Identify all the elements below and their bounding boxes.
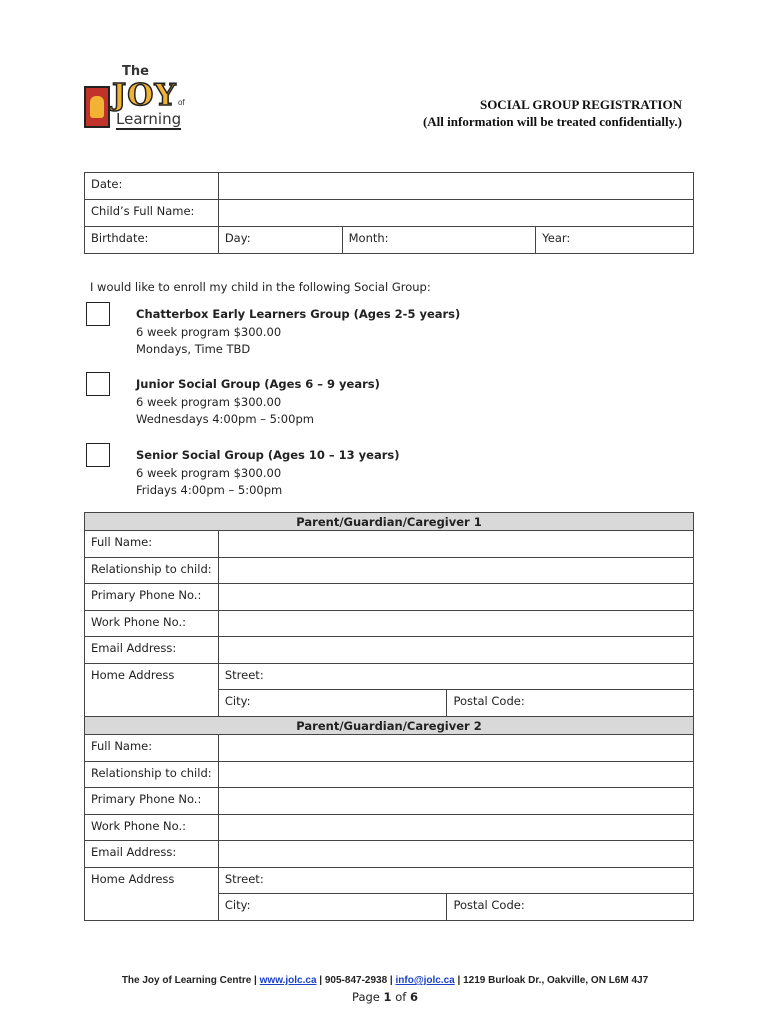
senior-checkbox[interactable]: [86, 443, 110, 467]
guardian2-postal-label: Postal Code:: [453, 898, 525, 912]
guardian1-city-field[interactable]: [218, 690, 447, 717]
hand-icon: [84, 86, 110, 128]
guardian1-street-label: Street:: [224, 668, 264, 682]
guardian2-full-name-field[interactable]: [218, 735, 693, 762]
junior-checkbox[interactable]: [86, 372, 110, 396]
footer-address: | 1219 Burloak Dr., Oakville, ON L6M 4J7: [454, 975, 649, 986]
chatterbox-checkbox[interactable]: [86, 302, 110, 326]
guardian1-postal-field[interactable]: [447, 690, 694, 717]
guardian2-relationship-field[interactable]: [218, 762, 693, 788]
footer-org: The Joy of Learning Centre |: [121, 975, 260, 986]
guardian2-street-field[interactable]: [218, 868, 693, 894]
child-info-table: [84, 172, 694, 254]
birth-month-label: Month:: [348, 231, 389, 245]
guardian2-street-label: Street:: [224, 872, 264, 886]
birth-year-label: Year:: [542, 231, 571, 245]
page-prefix: Page: [352, 990, 384, 1004]
option-schedule: Mondays, Time TBD: [136, 342, 251, 356]
birth-year-field[interactable]: [536, 227, 694, 254]
guardian2-email-label: Email Address:: [85, 841, 219, 868]
guardian1-street-field[interactable]: [218, 664, 693, 690]
guardian2-home-address-label: Home Address: [85, 868, 219, 921]
footer-contact: [0, 975, 770, 986]
date-label: Date:: [85, 173, 219, 200]
page-total: 6: [409, 990, 418, 1004]
guardian1-email-label: Email Address:: [85, 637, 219, 664]
footer-website-link[interactable]: www.jolc.ca: [259, 975, 317, 986]
guardian1-full-name-label: Full Name:: [85, 531, 219, 558]
guardian1-relationship-label: Relationship to child:: [85, 558, 219, 584]
guardian2-work-phone-field[interactable]: [218, 815, 693, 841]
logo-text-of: of: [178, 98, 185, 107]
guardian1-primary-phone-field[interactable]: [218, 584, 693, 611]
birth-month-field[interactable]: [342, 227, 536, 254]
option-name: Chatterbox Early Learners Group (Ages 2-5 years): [136, 307, 461, 321]
guardian2-primary-phone-label: Primary Phone No.:: [85, 788, 219, 815]
guardian2-full-name-label: Full Name:: [85, 735, 219, 762]
guardian1-primary-phone-label: Primary Phone No.:: [85, 584, 219, 611]
form-subtitle: (All information will be treated confidentially.): [422, 114, 682, 129]
guardian2-primary-phone-field[interactable]: [218, 788, 693, 815]
joy-of-learning-logo: [82, 64, 192, 136]
footer-email-link[interactable]: info@jolc.ca: [395, 975, 455, 986]
guardian2-email-field[interactable]: [218, 841, 693, 868]
logo-text-joy: JOY: [112, 78, 177, 113]
logo-text-learning: Learning: [116, 110, 182, 128]
guardian1-postal-label: Postal Code:: [453, 694, 525, 708]
child-name-field[interactable]: [218, 200, 693, 227]
option-name: Senior Social Group (Ages 10 – 13 years): [136, 448, 400, 462]
page-number: [0, 990, 770, 1004]
enroll-lead-text: I would like to enroll my child in the following Social Group:: [90, 280, 431, 294]
option-program: 6 week program $300.00: [136, 394, 282, 409]
option-name: Junior Social Group (Ages 6 – 9 years): [136, 377, 380, 391]
guardian1-email-field[interactable]: [218, 637, 693, 664]
form-title: SOCIAL GROUP REGISTRATION: [479, 97, 682, 112]
guardian-table: [84, 512, 694, 921]
date-field[interactable]: [218, 173, 693, 200]
footer-phone: | 905-847-2938 |: [316, 975, 396, 986]
option-schedule: Wednesdays 4:00pm – 5:00pm: [136, 412, 314, 426]
birthdate-label: Birthdate:: [85, 227, 219, 254]
guardian1-home-address-label: Home Address: [85, 664, 219, 717]
option-program: 6 week program $300.00: [136, 465, 282, 480]
form-header: [423, 96, 682, 130]
child-name-label: Child’s Full Name:: [85, 200, 219, 227]
guardian2-city-field[interactable]: [218, 894, 447, 921]
birth-day-field[interactable]: [218, 227, 342, 254]
guardian2-city-label: City:: [224, 898, 251, 912]
guardian1-city-label: City:: [224, 694, 251, 708]
guardian1-work-phone-label: Work Phone No.:: [85, 611, 219, 637]
guardian2-relationship-label: Relationship to child:: [85, 762, 219, 788]
option-program: 6 week program $300.00: [136, 324, 282, 339]
guardian1-full-name-field[interactable]: [218, 531, 693, 558]
guardian2-heading: Parent/Guardian/Caregiver 2: [85, 717, 694, 735]
logo-text-the: The: [122, 64, 149, 79]
guardian1-heading: Parent/Guardian/Caregiver 1: [85, 513, 694, 531]
guardian1-work-phone-field[interactable]: [218, 611, 693, 637]
guardian2-work-phone-label: Work Phone No.:: [85, 815, 219, 841]
option-schedule: Fridays 4:00pm – 5:00pm: [136, 483, 283, 497]
page-current: 1: [383, 990, 392, 1004]
guardian2-postal-field[interactable]: [447, 894, 694, 921]
guardian1-relationship-field[interactable]: [218, 558, 693, 584]
page-of: of: [391, 990, 410, 1004]
birth-day-label: Day:: [224, 231, 251, 245]
